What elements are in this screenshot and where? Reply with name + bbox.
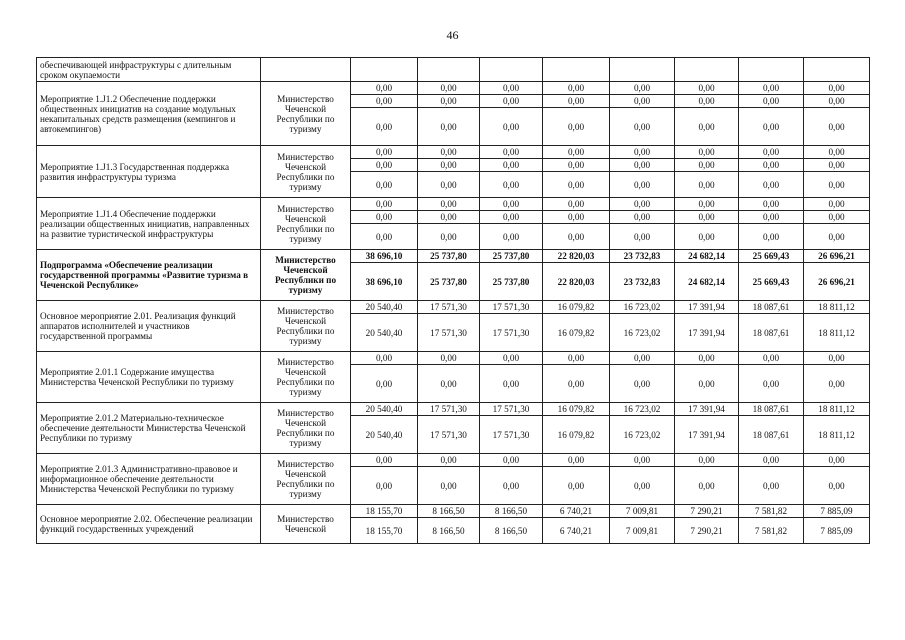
value-cell: 0,00 [804,467,870,505]
value-cell: 20 540,40 [351,301,418,314]
value-cell: 0,00 [804,82,870,95]
value-cell: 0,00 [610,352,675,365]
table-row [37,352,870,365]
value-cell [610,58,675,82]
value-cell: 20 540,40 [351,416,418,454]
value-cell: 8 166,50 [418,505,480,518]
value-cell: 0,00 [418,108,480,146]
value-cell: 0,00 [480,146,543,159]
value-cell: 16 079,82 [543,403,610,416]
value-cell: 38 696,10 [351,263,418,301]
value-cell: 0,00 [480,159,543,172]
value-cell: 18 811,12 [804,301,870,314]
value-cell: 7 581,82 [739,518,804,544]
value-cell: 0,00 [675,95,739,108]
responsible-org-cell: Министерство Чеченской Республики по туризму [261,352,351,403]
value-cell: 0,00 [804,159,870,172]
value-cell: 0,00 [610,365,675,403]
value-cell: 0,00 [675,198,739,211]
value-cell: 0,00 [804,352,870,365]
value-cell: 0,00 [418,352,480,365]
value-cell: 16 723,02 [610,314,675,352]
value-cell: 8 166,50 [480,505,543,518]
value-cell: 17 571,30 [480,301,543,314]
value-cell: 20 540,40 [351,403,418,416]
value-cell [543,58,610,82]
value-cell: 23 732,83 [610,250,675,263]
value-cell [351,58,418,82]
value-cell: 24 682,14 [675,263,739,301]
value-cell: 22 820,03 [543,263,610,301]
value-cell: 16 723,02 [610,403,675,416]
value-cell: 0,00 [351,224,418,250]
responsible-org-cell: Министерство Чеченской Республики по туризму [261,250,351,301]
value-cell: 16 723,02 [610,301,675,314]
value-cell: 0,00 [418,95,480,108]
value-cell: 0,00 [610,95,675,108]
responsible-org-cell: Министерство Чеченской Республики по туризму [261,82,351,146]
item-name-cell: Мероприятие 2.01.2 Материально-техническое обеспечение деятельности Министерства Чеченской Республики по туризму [37,403,261,454]
value-cell: 17 391,94 [675,416,739,454]
value-cell: 0,00 [610,172,675,198]
value-cell: 0,00 [739,159,804,172]
value-cell: 25 669,43 [739,263,804,301]
value-cell: 0,00 [804,365,870,403]
value-cell: 0,00 [675,352,739,365]
value-cell: 17 571,30 [418,403,480,416]
value-cell: 0,00 [804,108,870,146]
value-cell: 0,00 [480,224,543,250]
value-cell: 17 571,30 [480,416,543,454]
value-cell: 0,00 [480,352,543,365]
value-cell: 38 696,10 [351,250,418,263]
value-cell: 0,00 [804,146,870,159]
value-cell: 18 087,61 [739,301,804,314]
value-cell: 0,00 [739,365,804,403]
table-row [37,403,870,416]
value-cell: 0,00 [351,108,418,146]
value-cell: 18 811,12 [804,403,870,416]
item-name-cell: Мероприятие 1.J1.3 Государственная поддержка развития инфраструктуры туризма [37,146,261,198]
value-cell: 0,00 [418,159,480,172]
value-cell: 0,00 [610,454,675,467]
value-cell: 23 732,83 [610,263,675,301]
value-cell [675,58,739,82]
value-cell: 0,00 [418,172,480,198]
value-cell: 18 811,12 [804,416,870,454]
value-cell: 0,00 [610,108,675,146]
value-cell: 0,00 [480,82,543,95]
value-cell: 0,00 [739,224,804,250]
value-cell: 0,00 [804,95,870,108]
value-cell: 0,00 [543,365,610,403]
value-cell: 6 740,21 [543,518,610,544]
value-cell: 0,00 [675,108,739,146]
value-cell: 0,00 [610,146,675,159]
value-cell: 0,00 [543,211,610,224]
value-cell: 0,00 [418,211,480,224]
value-cell: 0,00 [418,198,480,211]
value-cell: 25 737,80 [418,250,480,263]
value-cell: 0,00 [480,172,543,198]
value-cell: 0,00 [418,454,480,467]
value-cell: 0,00 [610,159,675,172]
responsible-org-cell: Министерство Чеченской Республики по туризму [261,146,351,198]
value-cell: 0,00 [739,467,804,505]
value-cell: 0,00 [418,146,480,159]
value-cell: 0,00 [543,352,610,365]
responsible-org-cell: Министерство Чеченской Республики по туризму [261,454,351,505]
value-cell: 0,00 [543,82,610,95]
responsible-org-cell: Министерство Чеченской [261,505,351,544]
value-cell: 18 155,70 [351,518,418,544]
value-cell: 17 571,30 [480,314,543,352]
value-cell: 25 737,80 [480,250,543,263]
responsible-org-cell: Министерство Чеченской Республики по туризму [261,198,351,250]
value-cell: 25 737,80 [418,263,480,301]
value-cell: 0,00 [804,198,870,211]
table-row [37,454,870,467]
value-cell [804,58,870,82]
table-row [37,250,870,263]
value-cell: 0,00 [543,146,610,159]
table-row [37,146,870,159]
value-cell: 0,00 [351,159,418,172]
table-row [37,505,870,518]
value-cell: 18 087,61 [739,314,804,352]
value-cell: 0,00 [543,108,610,146]
value-cell: 0,00 [480,467,543,505]
item-name-cell: обеспечивающей инфраструктуры с длительным сроком окупаемости [37,58,261,82]
page-number: 46 [446,28,459,42]
value-cell: 0,00 [480,108,543,146]
value-cell: 0,00 [610,224,675,250]
value-cell: 17 391,94 [675,403,739,416]
table-row [37,82,870,95]
value-cell: 0,00 [480,454,543,467]
value-cell: 17 571,30 [480,403,543,416]
value-cell: 0,00 [675,365,739,403]
value-cell: 0,00 [418,467,480,505]
value-cell: 0,00 [351,211,418,224]
item-name-cell: Основное мероприятие 2.01. Реализация функций аппаратов исполнителей и участников государственной программы [37,301,261,352]
value-cell: 18 087,61 [739,403,804,416]
value-cell: 0,00 [480,365,543,403]
value-cell: 0,00 [480,95,543,108]
value-cell [739,58,804,82]
value-cell: 7 290,21 [675,518,739,544]
value-cell: 0,00 [675,454,739,467]
responsible-org-cell [261,58,351,82]
value-cell: 17 571,30 [418,301,480,314]
value-cell: 17 571,30 [418,314,480,352]
value-cell: 7 885,09 [804,505,870,518]
responsible-org-cell: Министерство Чеченской Республики по туризму [261,301,351,352]
value-cell: 8 166,50 [418,518,480,544]
value-cell: 0,00 [739,352,804,365]
value-cell: 0,00 [675,224,739,250]
value-cell: 26 696,21 [804,263,870,301]
value-cell: 16 079,82 [543,416,610,454]
value-cell: 7 290,21 [675,505,739,518]
item-name-cell: Подпрограмма «Обеспечение реализации государственной программы «Развитие туризма в Чеченской Республике» [37,250,261,301]
value-cell: 0,00 [418,365,480,403]
value-cell: 16 079,82 [543,301,610,314]
table-row [37,58,870,82]
value-cell: 0,00 [675,159,739,172]
value-cell: 17 391,94 [675,301,739,314]
value-cell: 18 811,12 [804,314,870,352]
value-cell: 20 540,40 [351,314,418,352]
value-cell: 0,00 [610,211,675,224]
value-cell [418,58,480,82]
value-cell: 0,00 [804,172,870,198]
value-cell: 0,00 [610,82,675,95]
value-cell: 0,00 [543,454,610,467]
value-cell: 0,00 [351,95,418,108]
value-cell [480,58,543,82]
value-cell: 0,00 [351,454,418,467]
value-cell: 0,00 [739,82,804,95]
value-cell: 0,00 [480,211,543,224]
value-cell: 7 009,81 [610,518,675,544]
value-cell: 0,00 [351,365,418,403]
table-row [37,198,870,211]
value-cell: 16 079,82 [543,314,610,352]
item-name-cell: Мероприятие 2.01.3 Административно-правовое и информационное обеспечение деятельности Министерства Чеченской Республики по туризму [37,454,261,505]
value-cell: 22 820,03 [543,250,610,263]
value-cell: 0,00 [675,82,739,95]
value-cell: 0,00 [675,172,739,198]
item-name-cell: Мероприятие 1.J1.2 Обеспечение поддержки общественных инициатив на создание модульных некапитальных средств размещения (кемпингов и автокемпингов) [37,82,261,146]
item-name-cell: Основное мероприятие 2.02. Обеспечение реализации функций государственных учреждений [37,505,261,544]
value-cell: 0,00 [610,467,675,505]
value-cell: 0,00 [675,211,739,224]
value-cell: 0,00 [418,82,480,95]
value-cell: 26 696,21 [804,250,870,263]
value-cell: 0,00 [739,95,804,108]
value-cell: 0,00 [675,146,739,159]
value-cell: 0,00 [543,467,610,505]
value-cell: 0,00 [804,211,870,224]
value-cell: 0,00 [739,211,804,224]
value-cell: 0,00 [543,159,610,172]
value-cell: 0,00 [351,82,418,95]
value-cell: 0,00 [543,224,610,250]
value-cell: 0,00 [351,352,418,365]
value-cell: 25 737,80 [480,263,543,301]
value-cell: 0,00 [543,198,610,211]
value-cell: 0,00 [804,224,870,250]
value-cell: 0,00 [351,198,418,211]
value-cell: 0,00 [739,198,804,211]
value-cell: 0,00 [739,108,804,146]
value-cell: 24 682,14 [675,250,739,263]
value-cell: 17 391,94 [675,314,739,352]
table-row [37,301,870,314]
item-name-cell: Мероприятие 2.01.1 Содержание имущества Министерства Чеченской Республики по туризму [37,352,261,403]
value-cell: 16 723,02 [610,416,675,454]
item-name-cell: Мероприятие 1.J1.4 Обеспечение поддержки реализации общественных инициатив, направленных на развитие туристической инфраструктуры [37,198,261,250]
value-cell: 0,00 [418,224,480,250]
responsible-org-cell: Министерство Чеченской Республики по туризму [261,403,351,454]
value-cell: 0,00 [543,95,610,108]
value-cell: 0,00 [351,172,418,198]
value-cell: 7 009,81 [610,505,675,518]
value-cell: 0,00 [351,467,418,505]
value-cell: 7 885,09 [804,518,870,544]
value-cell: 0,00 [804,454,870,467]
value-cell: 0,00 [739,172,804,198]
table-body [37,58,870,544]
value-cell: 18 087,61 [739,416,804,454]
value-cell: 7 581,82 [739,505,804,518]
value-cell: 0,00 [543,172,610,198]
value-cell: 25 669,43 [739,250,804,263]
value-cell: 0,00 [351,146,418,159]
value-cell: 0,00 [610,198,675,211]
value-cell: 17 571,30 [418,416,480,454]
value-cell: 18 155,70 [351,505,418,518]
value-cell: 6 740,21 [543,505,610,518]
value-cell: 0,00 [675,467,739,505]
value-cell: 0,00 [739,454,804,467]
value-cell: 0,00 [739,146,804,159]
value-cell: 8 166,50 [480,518,543,544]
value-cell: 0,00 [480,198,543,211]
budget-table [36,57,870,544]
